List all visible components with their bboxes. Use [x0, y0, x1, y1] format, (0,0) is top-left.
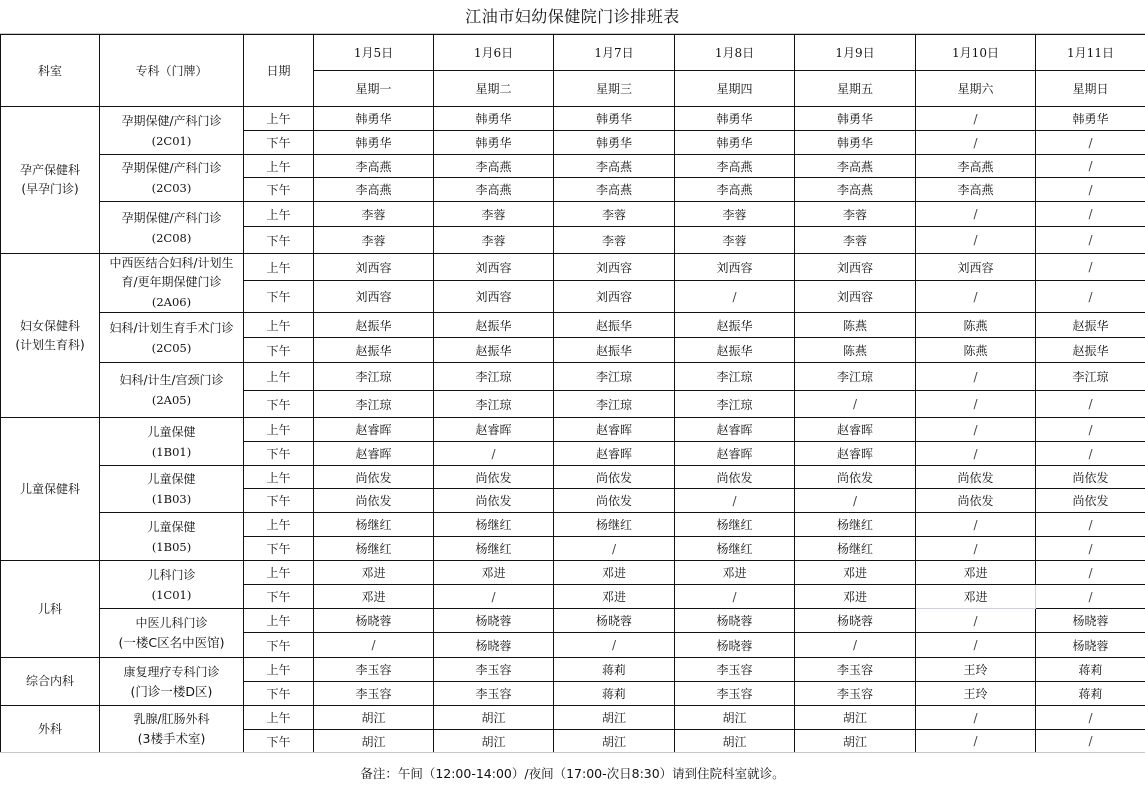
doctor-cell: 李江琼 — [314, 391, 434, 418]
empty-slot: / — [1036, 227, 1145, 254]
doctor-cell: 韩勇华 — [554, 107, 675, 131]
doctor-cell: 胡江 — [675, 730, 795, 753]
date-header-thu: 1月8日 — [675, 35, 795, 71]
department-name: 儿童保健科 — [1, 480, 99, 499]
doctor-cell: 杨晓蓉 — [675, 609, 795, 633]
doctor-cell: 李高燕 — [434, 155, 554, 178]
period-afternoon: 下午 — [244, 537, 314, 561]
doctor-cell: 刘西容 — [554, 281, 675, 313]
doctor-cell: 杨继红 — [795, 513, 916, 537]
empty-slot: / — [1036, 281, 1145, 313]
empty-slot: / — [675, 585, 795, 609]
doctor-cell: 韩勇华 — [1036, 107, 1145, 131]
doctor-cell: 杨继红 — [675, 537, 795, 561]
schedule-row — [1, 313, 1145, 338]
doctor-cell: 刘西容 — [434, 254, 554, 281]
weekday-header-sat: 星期六 — [916, 71, 1036, 107]
specialty-cell — [100, 609, 244, 658]
weekday-header-sun: 星期日 — [1036, 71, 1145, 107]
empty-slot: / — [1036, 131, 1145, 155]
period-morning: 上午 — [244, 155, 314, 178]
doctor-cell: 赵睿晖 — [675, 442, 795, 466]
date-header: 日期 — [244, 35, 314, 107]
schedule-row — [1, 418, 1145, 442]
room-number: (一楼C区名中医馆) — [100, 633, 243, 653]
period-morning: 上午 — [244, 107, 314, 131]
empty-slot: / — [916, 391, 1036, 418]
period-morning: 上午 — [244, 202, 314, 227]
schedule-row — [1, 254, 1145, 281]
department-name: 妇女保健科 — [1, 317, 99, 336]
doctor-cell: 李高燕 — [314, 155, 434, 178]
empty-slot: / — [916, 633, 1036, 658]
doctor-cell: 刘西容 — [675, 254, 795, 281]
doctor-cell: 赵振华 — [554, 313, 675, 338]
doctor-cell: 李江琼 — [675, 391, 795, 418]
specialty-header: 专科（门牌） — [100, 35, 244, 107]
doctor-cell: 李江琼 — [314, 363, 434, 391]
doctor-cell: 赵振华 — [675, 338, 795, 363]
doctor-cell: 蒋莉 — [1036, 682, 1145, 706]
doctor-cell: 邓进 — [795, 561, 916, 585]
doctor-cell: 尚依发 — [1036, 466, 1145, 489]
department-cell — [1, 254, 100, 418]
period-afternoon: 下午 — [244, 585, 314, 609]
doctor-cell: 尚依发 — [916, 489, 1036, 513]
room-number: (3楼手术室) — [100, 729, 243, 749]
date-header-fri: 1月9日 — [795, 35, 916, 71]
weekday-header-wed: 星期三 — [554, 71, 675, 107]
room-number: (门诊一楼D区) — [100, 682, 243, 702]
schedule-row — [1, 706, 1145, 730]
empty-slot: / — [916, 363, 1036, 391]
doctor-cell: 陈燕 — [916, 313, 1036, 338]
specialty-cell — [100, 513, 244, 561]
empty-slot: / — [554, 537, 675, 561]
period-afternoon: 下午 — [244, 730, 314, 753]
specialty-cell — [100, 658, 244, 706]
doctor-cell: 李高燕 — [916, 178, 1036, 202]
doctor-cell: 杨晓蓉 — [314, 609, 434, 633]
doctor-cell: 李蓉 — [434, 227, 554, 254]
doctor-cell: 韩勇华 — [434, 131, 554, 155]
doctor-cell: 邓进 — [314, 561, 434, 585]
period-afternoon: 下午 — [244, 489, 314, 513]
doctor-cell: 陈燕 — [795, 338, 916, 363]
doctor-cell: 刘西容 — [795, 281, 916, 313]
empty-slot: / — [1036, 513, 1145, 537]
period-afternoon: 下午 — [244, 131, 314, 155]
department-name: 综合内科 — [1, 672, 99, 691]
schedule-row — [1, 658, 1145, 682]
doctor-cell: 胡江 — [795, 706, 916, 730]
doctor-cell: 杨晓蓉 — [434, 633, 554, 658]
specialty-name: 儿童保健 — [100, 469, 243, 489]
empty-slot: / — [1036, 155, 1145, 178]
specialty-cell — [100, 706, 244, 753]
doctor-cell: 杨继红 — [795, 537, 916, 561]
empty-slot: / — [916, 227, 1036, 254]
empty-slot: / — [1036, 442, 1145, 466]
room-number: (1B05) — [100, 537, 243, 557]
specialty-name: 妇科/计生/宫颈门诊 — [100, 370, 243, 390]
schedule-table — [0, 34, 1145, 753]
doctor-cell: 李高燕 — [434, 178, 554, 202]
schedule-row — [1, 513, 1145, 537]
doctor-cell: 韩勇华 — [675, 107, 795, 131]
period-morning: 上午 — [244, 706, 314, 730]
doctor-cell: 赵振华 — [314, 338, 434, 363]
doctor-cell: 胡江 — [554, 730, 675, 753]
room-number: (1C01) — [100, 585, 243, 605]
doctor-cell: 李高燕 — [916, 155, 1036, 178]
footnote: 备注：午间（12:00-14:00）/夜间（17:00-次日8:30）请到住院科室就诊。 — [0, 752, 1145, 794]
doctor-cell: 尚依发 — [554, 466, 675, 489]
doctor-cell: 赵睿晖 — [795, 418, 916, 442]
period-afternoon: 下午 — [244, 391, 314, 418]
specialty-cell — [100, 363, 244, 418]
doctor-cell: 赵振华 — [1036, 313, 1145, 338]
period-afternoon: 下午 — [244, 442, 314, 466]
specialty-cell — [100, 202, 244, 254]
doctor-cell: 刘西容 — [314, 281, 434, 313]
weekday-header-mon: 星期一 — [314, 71, 434, 107]
weekday-header-fri: 星期五 — [795, 71, 916, 107]
doctor-cell: 李玉容 — [795, 682, 916, 706]
specialty-name: 康复理疗专科门诊 — [100, 662, 243, 682]
period-afternoon: 下午 — [244, 338, 314, 363]
date-header-tue: 1月6日 — [434, 35, 554, 71]
doctor-cell: 李高燕 — [554, 155, 675, 178]
empty-slot: / — [1036, 706, 1145, 730]
department-cell — [1, 658, 100, 706]
doctor-cell: 胡江 — [554, 706, 675, 730]
empty-slot: / — [795, 633, 916, 658]
doctor-cell: 赵睿晖 — [314, 442, 434, 466]
doctor-cell: 杨晓蓉 — [795, 609, 916, 633]
doctor-cell: 刘西容 — [795, 254, 916, 281]
department-name: 儿科 — [1, 600, 99, 619]
doctor-cell: 胡江 — [314, 706, 434, 730]
doctor-cell: 蒋莉 — [554, 682, 675, 706]
empty-slot: / — [916, 442, 1036, 466]
doctor-cell: 邓进 — [554, 561, 675, 585]
department-subname: (早孕门诊) — [1, 180, 99, 199]
empty-slot: / — [916, 513, 1036, 537]
doctor-cell: 李蓉 — [314, 227, 434, 254]
doctor-cell: 李江琼 — [675, 363, 795, 391]
doctor-cell: 胡江 — [434, 730, 554, 753]
empty-slot: / — [1036, 391, 1145, 418]
doctor-cell: 李蓉 — [434, 202, 554, 227]
doctor-cell: 杨继红 — [434, 513, 554, 537]
doctor-cell: 邓进 — [554, 585, 675, 609]
doctor-cell: 刘西容 — [554, 254, 675, 281]
doctor-cell: 尚依发 — [434, 489, 554, 513]
period-morning: 上午 — [244, 254, 314, 281]
specialty-name: 乳腺/肛肠外科 — [100, 709, 243, 729]
doctor-cell: 胡江 — [434, 706, 554, 730]
doctor-cell: 李玉容 — [314, 658, 434, 682]
room-number: (2C05) — [100, 338, 243, 358]
period-morning: 上午 — [244, 363, 314, 391]
date-header-mon: 1月5日 — [314, 35, 434, 71]
doctor-cell: 李玉容 — [434, 658, 554, 682]
doctor-cell: 尚依发 — [1036, 489, 1145, 513]
period-afternoon: 下午 — [244, 682, 314, 706]
doctor-cell: 李江琼 — [554, 363, 675, 391]
empty-slot: / — [795, 489, 916, 513]
doctor-cell: 李江琼 — [434, 391, 554, 418]
doctor-cell: 李高燕 — [554, 178, 675, 202]
empty-slot: / — [916, 418, 1036, 442]
empty-slot: / — [916, 131, 1036, 155]
empty-slot: / — [1036, 254, 1145, 281]
period-morning: 上午 — [244, 513, 314, 537]
doctor-cell: 李高燕 — [314, 178, 434, 202]
doctor-cell: 李江琼 — [1036, 363, 1145, 391]
doctor-cell: 邓进 — [916, 585, 1036, 609]
room-number: (2C01) — [100, 131, 243, 151]
page-title: 江油市妇幼保健院门诊排班表 — [0, 0, 1145, 34]
doctor-cell: 韩勇华 — [795, 107, 916, 131]
doctor-cell: 尚依发 — [916, 466, 1036, 489]
doctor-cell: 蒋莉 — [1036, 658, 1145, 682]
period-morning: 上午 — [244, 658, 314, 682]
room-number: (2C08) — [100, 228, 243, 248]
doctor-cell: 李蓉 — [675, 202, 795, 227]
schedule-row — [1, 609, 1145, 633]
doctor-cell: 陈燕 — [916, 338, 1036, 363]
doctor-cell: 赵振华 — [434, 313, 554, 338]
weekday-header-tue: 星期二 — [434, 71, 554, 107]
specialty-cell — [100, 418, 244, 466]
doctor-cell: 邓进 — [795, 585, 916, 609]
doctor-cell: 李蓉 — [795, 202, 916, 227]
doctor-cell: 王玲 — [916, 682, 1036, 706]
doctor-cell: 李玉容 — [675, 682, 795, 706]
doctor-cell: 杨晓蓉 — [434, 609, 554, 633]
doctor-cell: 刘西容 — [916, 254, 1036, 281]
schedule-row — [1, 561, 1145, 585]
doctor-cell: 杨继红 — [434, 537, 554, 561]
doctor-cell: 李高燕 — [795, 178, 916, 202]
doctor-cell: 赵振华 — [675, 313, 795, 338]
doctor-cell: 尚依发 — [314, 466, 434, 489]
header-row-dates — [1, 35, 1145, 71]
empty-slot: / — [916, 706, 1036, 730]
specialty-name: 孕期保健/产科门诊 — [100, 111, 243, 131]
specialty-name: 儿童保健 — [100, 517, 243, 537]
doctor-cell: 陈燕 — [795, 313, 916, 338]
doctor-cell: 赵睿晖 — [675, 418, 795, 442]
doctor-cell: 邓进 — [314, 585, 434, 609]
doctor-cell: 李蓉 — [675, 227, 795, 254]
empty-slot: / — [554, 633, 675, 658]
doctor-cell: 李蓉 — [554, 227, 675, 254]
doctor-cell: 尚依发 — [314, 489, 434, 513]
period-afternoon: 下午 — [244, 281, 314, 313]
doctor-cell: 杨晓蓉 — [1036, 609, 1145, 633]
doctor-cell: 王玲 — [916, 658, 1036, 682]
period-morning: 上午 — [244, 313, 314, 338]
department-cell — [1, 561, 100, 658]
doctor-cell: 尚依发 — [795, 466, 916, 489]
department-subname: (计划生育科) — [1, 336, 99, 355]
empty-slot: / — [434, 585, 554, 609]
doctor-cell: 杨继红 — [675, 513, 795, 537]
room-number: (1B03) — [100, 489, 243, 509]
department-cell — [1, 418, 100, 561]
doctor-cell: 李玉容 — [314, 682, 434, 706]
empty-slot: / — [1036, 561, 1145, 585]
doctor-cell: 刘西容 — [314, 254, 434, 281]
specialty-name: 中西医结合妇科/计划生育/更年期保健门诊 — [100, 254, 243, 292]
doctor-cell: 李高燕 — [795, 155, 916, 178]
empty-slot: / — [1036, 730, 1145, 753]
doctor-cell: 李江琼 — [554, 391, 675, 418]
specialty-name: 妇科/计划生育手术门诊 — [100, 318, 243, 338]
schedule-row — [1, 202, 1145, 227]
empty-slot: / — [675, 281, 795, 313]
doctor-cell: 赵睿晖 — [795, 442, 916, 466]
doctor-cell: 邓进 — [916, 561, 1036, 585]
doctor-cell: 杨晓蓉 — [675, 633, 795, 658]
doctor-cell: 胡江 — [675, 706, 795, 730]
doctor-cell: 赵振华 — [314, 313, 434, 338]
doctor-cell: 尚依发 — [434, 466, 554, 489]
doctor-cell: 杨继红 — [314, 513, 434, 537]
doctor-cell: 李玉容 — [434, 682, 554, 706]
department-header: 科室 — [1, 35, 100, 107]
specialty-name: 中医儿科门诊 — [100, 613, 243, 633]
empty-slot: / — [434, 442, 554, 466]
room-number: (2C03) — [100, 178, 243, 198]
empty-slot: / — [1036, 418, 1145, 442]
doctor-cell: 杨继红 — [314, 537, 434, 561]
period-morning: 上午 — [244, 609, 314, 633]
period-morning: 上午 — [244, 561, 314, 585]
doctor-cell: 赵睿晖 — [434, 418, 554, 442]
empty-slot: / — [916, 609, 1036, 633]
doctor-cell: 李蓉 — [554, 202, 675, 227]
period-afternoon: 下午 — [244, 178, 314, 202]
doctor-cell: 尚依发 — [675, 466, 795, 489]
empty-slot: / — [1036, 178, 1145, 202]
doctor-cell: 李江琼 — [795, 363, 916, 391]
doctor-cell: 杨继红 — [554, 513, 675, 537]
specialty-name: 儿科门诊 — [100, 565, 243, 585]
doctor-cell: 胡江 — [314, 730, 434, 753]
specialty-name: 孕期保健/产科门诊 — [100, 158, 243, 178]
empty-slot: / — [795, 391, 916, 418]
date-header-wed: 1月7日 — [554, 35, 675, 71]
doctor-cell: 胡江 — [795, 730, 916, 753]
doctor-cell: 赵睿晖 — [554, 442, 675, 466]
date-header-sun: 1月11日 — [1036, 35, 1145, 71]
doctor-cell: 韩勇华 — [795, 131, 916, 155]
doctor-cell: 邓进 — [434, 561, 554, 585]
doctor-cell: 邓进 — [675, 561, 795, 585]
period-morning: 上午 — [244, 466, 314, 489]
doctor-cell: 李高燕 — [675, 178, 795, 202]
schedule-row — [1, 107, 1145, 131]
room-number: (1B01) — [100, 442, 243, 462]
room-number: (2A06) — [100, 292, 243, 312]
period-morning: 上午 — [244, 418, 314, 442]
doctor-cell: 李高燕 — [675, 155, 795, 178]
specialty-cell — [100, 313, 244, 363]
doctor-cell: 刘西容 — [434, 281, 554, 313]
empty-slot: / — [1036, 585, 1145, 609]
specialty-name: 孕期保健/产科门诊 — [100, 208, 243, 228]
doctor-cell: 蒋莉 — [554, 658, 675, 682]
doctor-cell: 赵振华 — [554, 338, 675, 363]
empty-slot: / — [916, 537, 1036, 561]
weekday-header-thu: 星期四 — [675, 71, 795, 107]
doctor-cell: 韩勇华 — [554, 131, 675, 155]
specialty-cell — [100, 561, 244, 609]
specialty-cell — [100, 466, 244, 513]
department-name: 外科 — [1, 720, 99, 739]
empty-slot: / — [314, 633, 434, 658]
doctor-cell: 李江琼 — [434, 363, 554, 391]
schedule-row — [1, 363, 1145, 391]
doctor-cell: 杨晓蓉 — [554, 609, 675, 633]
department-name: 孕产保健科 — [1, 161, 99, 180]
doctor-cell: 赵睿晖 — [554, 418, 675, 442]
doctor-cell: 杨晓蓉 — [1036, 633, 1145, 658]
empty-slot: / — [1036, 202, 1145, 227]
specialty-cell — [100, 107, 244, 155]
doctor-cell: 李蓉 — [314, 202, 434, 227]
empty-slot: / — [916, 202, 1036, 227]
doctor-cell: 韩勇华 — [314, 107, 434, 131]
doctor-cell: 赵振华 — [434, 338, 554, 363]
department-cell — [1, 706, 100, 753]
doctor-cell: 赵振华 — [1036, 338, 1145, 363]
doctor-cell: 李玉容 — [795, 658, 916, 682]
specialty-cell — [100, 254, 244, 313]
department-cell — [1, 107, 100, 254]
specialty-cell — [100, 155, 244, 202]
empty-slot: / — [1036, 537, 1145, 561]
doctor-cell: 赵睿晖 — [314, 418, 434, 442]
room-number: (2A05) — [100, 390, 243, 410]
empty-slot: / — [916, 281, 1036, 313]
schedule-row — [1, 466, 1145, 489]
empty-slot: / — [675, 489, 795, 513]
doctor-cell: 韩勇华 — [434, 107, 554, 131]
schedule-row — [1, 155, 1145, 178]
empty-slot: / — [916, 730, 1036, 753]
empty-slot: / — [916, 107, 1036, 131]
doctor-cell: 韩勇华 — [314, 131, 434, 155]
doctor-cell: 韩勇华 — [675, 131, 795, 155]
date-header-sat: 1月10日 — [916, 35, 1036, 71]
period-afternoon: 下午 — [244, 227, 314, 254]
doctor-cell: 李玉容 — [675, 658, 795, 682]
period-afternoon: 下午 — [244, 633, 314, 658]
specialty-name: 儿童保健 — [100, 422, 243, 442]
doctor-cell: 李蓉 — [795, 227, 916, 254]
doctor-cell: 尚依发 — [554, 489, 675, 513]
